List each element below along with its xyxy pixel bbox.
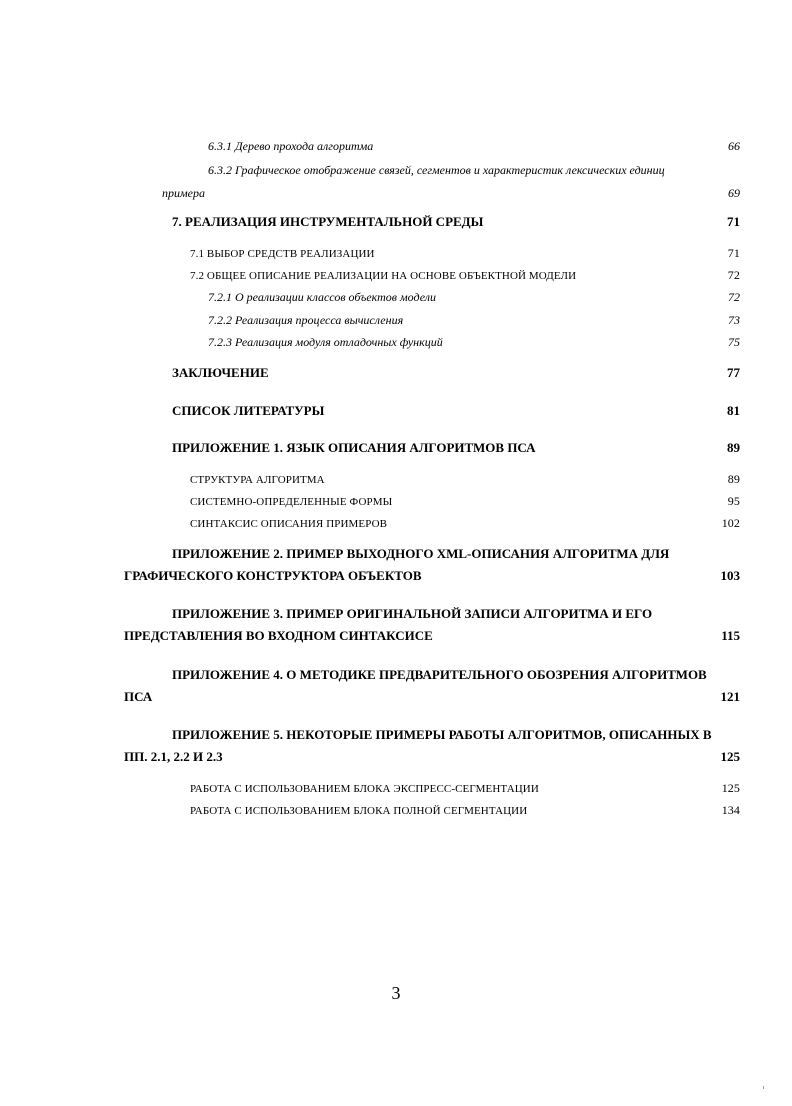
toc-entry-page: 69 <box>728 186 740 200</box>
toc-entry-page: 89 <box>727 472 740 486</box>
toc-entry-6-3-2-line1: 6.3.2 Графическое отображение связей, сегментов и характеристик лексических единиц <box>208 163 665 177</box>
toc-entry-label: 7.2.3 Реализация модуля отладочных функций <box>208 335 443 349</box>
toc-entry-label: 7.1 ВЫБОР СРЕДСТВ РЕАЛИЗАЦИИ <box>190 248 375 260</box>
toc-entry-conclusion <box>172 365 740 381</box>
toc-entry-appendix-5-express <box>190 781 740 796</box>
toc-entry-label: ПРЕДСТАВЛЕНИЯ ВО ВХОДНОМ СИНТАКСИСЕ <box>124 628 433 643</box>
toc-entry-label: СПИСОК ЛИТЕРАТУРЫ <box>172 403 325 418</box>
toc-entry-label: ПСА <box>124 689 153 704</box>
toc-entry-label: 7. РЕАЛИЗАЦИЯ ИНСТРУМЕНТАЛЬНОЙ СРЕДЫ <box>172 214 484 229</box>
toc-entry-appendix-1-structure <box>190 472 740 487</box>
toc-entry-chapter-7 <box>172 214 740 230</box>
toc-entry-label: СИСТЕМНО-ОПРЕДЕЛЕННЫЕ ФОРМЫ <box>190 496 393 508</box>
toc-entry-label: примера <box>162 186 205 200</box>
toc-entry-appendix-3 <box>124 628 740 644</box>
toc-entry-appendix-2-line1: ПРИЛОЖЕНИЕ 2. ПРИМЕР ВЫХОДНОГО XML-ОПИСАНИЯ АЛГОРИТМА ДЛЯ <box>172 546 670 561</box>
toc-entry-page: 75 <box>728 335 740 349</box>
toc-entry-7-2-2 <box>208 313 740 328</box>
toc-entry-6-3-1 <box>208 139 740 154</box>
toc-entry-appendix-5-full <box>190 803 740 818</box>
toc-entry-appendix-1-syntax <box>190 516 740 531</box>
toc-entry-7-2 <box>190 268 740 283</box>
toc-entry-page: 72 <box>728 290 740 304</box>
toc-entry-label: СИНТАКСИС ОПИСАНИЯ ПРИМЕРОВ <box>190 518 388 530</box>
toc-entry-page: 125 <box>721 781 740 795</box>
toc-entry-label: 6.3.1 Дерево прохода алгоритма <box>208 139 374 153</box>
toc-entry-appendix-5-line1: ПРИЛОЖЕНИЕ 5. НЕКОТОРЫЕ ПРИМЕРЫ РАБОТЫ АЛГОРИТМОВ, ОПИСАННЫХ В <box>172 727 712 742</box>
toc-entry-appendix-3-line1: ПРИЛОЖЕНИЕ 3. ПРИМЕР ОРИГИНАЛЬНОЙ ЗАПИСИ АЛГОРИТМА И ЕГО <box>172 606 653 621</box>
toc-entry-page: 134 <box>721 803 740 817</box>
toc-entry-page: 71 <box>727 246 740 260</box>
toc-entry-label: ПРИЛОЖЕНИЕ 1. ЯЗЫК ОПИСАНИЯ АЛГОРИТМОВ ПСА <box>172 440 536 455</box>
toc-entry-label: 7.2 ОБЩЕЕ ОПИСАНИЕ РЕАЛИЗАЦИИ НА ОСНОВЕ ОБЪЕКТНОЙ МОДЕЛИ <box>190 270 577 282</box>
toc-entry-appendix-5 <box>124 749 740 765</box>
toc-entry-page: 102 <box>721 516 740 530</box>
toc-entry-page: 89 <box>727 440 740 455</box>
toc-entry-page: 121 <box>720 689 740 704</box>
toc-entry-label: СТРУКТУРА АЛГОРИТМА <box>190 474 325 486</box>
toc-entry-page: 115 <box>721 628 740 643</box>
toc-entry-appendix-4 <box>124 689 740 705</box>
toc-entry-page: 73 <box>728 313 740 327</box>
toc-entry-page: 66 <box>728 139 740 153</box>
toc-entry-appendix-2 <box>124 568 740 584</box>
toc-entry-label: 7.2.1 О реализации классов объектов модели <box>208 290 436 304</box>
toc-entry-6-3-2 <box>162 186 740 201</box>
toc-entry-page: 77 <box>727 365 740 380</box>
toc-entry-page: 103 <box>720 568 740 583</box>
toc-entry-appendix-1 <box>172 440 740 456</box>
scan-mark <box>763 1086 764 1089</box>
page-number: 3 <box>391 983 401 1003</box>
toc-entry-label: ГРАФИЧЕСКОГО КОНСТРУКТОРА ОБЪЕКТОВ <box>124 568 422 583</box>
toc-entry-7-2-1 <box>208 290 740 305</box>
toc-entry-references <box>172 403 740 419</box>
toc-entry-page: 95 <box>727 494 740 508</box>
toc-entry-label: РАБОТА С ИСПОЛЬЗОВАНИЕМ БЛОКА ПОЛНОЙ СЕГМЕНТАЦИИ <box>190 805 528 817</box>
toc-entry-7-2-3 <box>208 335 740 350</box>
toc-entry-label: РАБОТА С ИСПОЛЬЗОВАНИЕМ БЛОКА ЭКСПРЕСС-СЕГМЕНТАЦИИ <box>190 783 539 795</box>
toc-entry-appendix-1-forms <box>190 494 740 509</box>
toc-entry-page: 125 <box>720 749 740 764</box>
toc-entry-label: ПП. 2.1, 2.2 И 2.3 <box>124 749 223 764</box>
toc-entry-label: ЗАКЛЮЧЕНИЕ <box>172 365 269 380</box>
toc-entry-page: 81 <box>727 403 740 418</box>
toc-entry-label: 7.2.2 Реализация процесса вычисления <box>208 313 404 327</box>
toc-entry-page: 71 <box>727 214 740 229</box>
toc-entry-7-1 <box>190 246 740 261</box>
toc-entry-page: 72 <box>727 268 740 282</box>
toc-entry-appendix-4-line1: ПРИЛОЖЕНИЕ 4. О МЕТОДИКЕ ПРЕДВАРИТЕЛЬНОГО ОБОЗРЕНИЯ АЛГОРИТМОВ <box>172 667 707 682</box>
